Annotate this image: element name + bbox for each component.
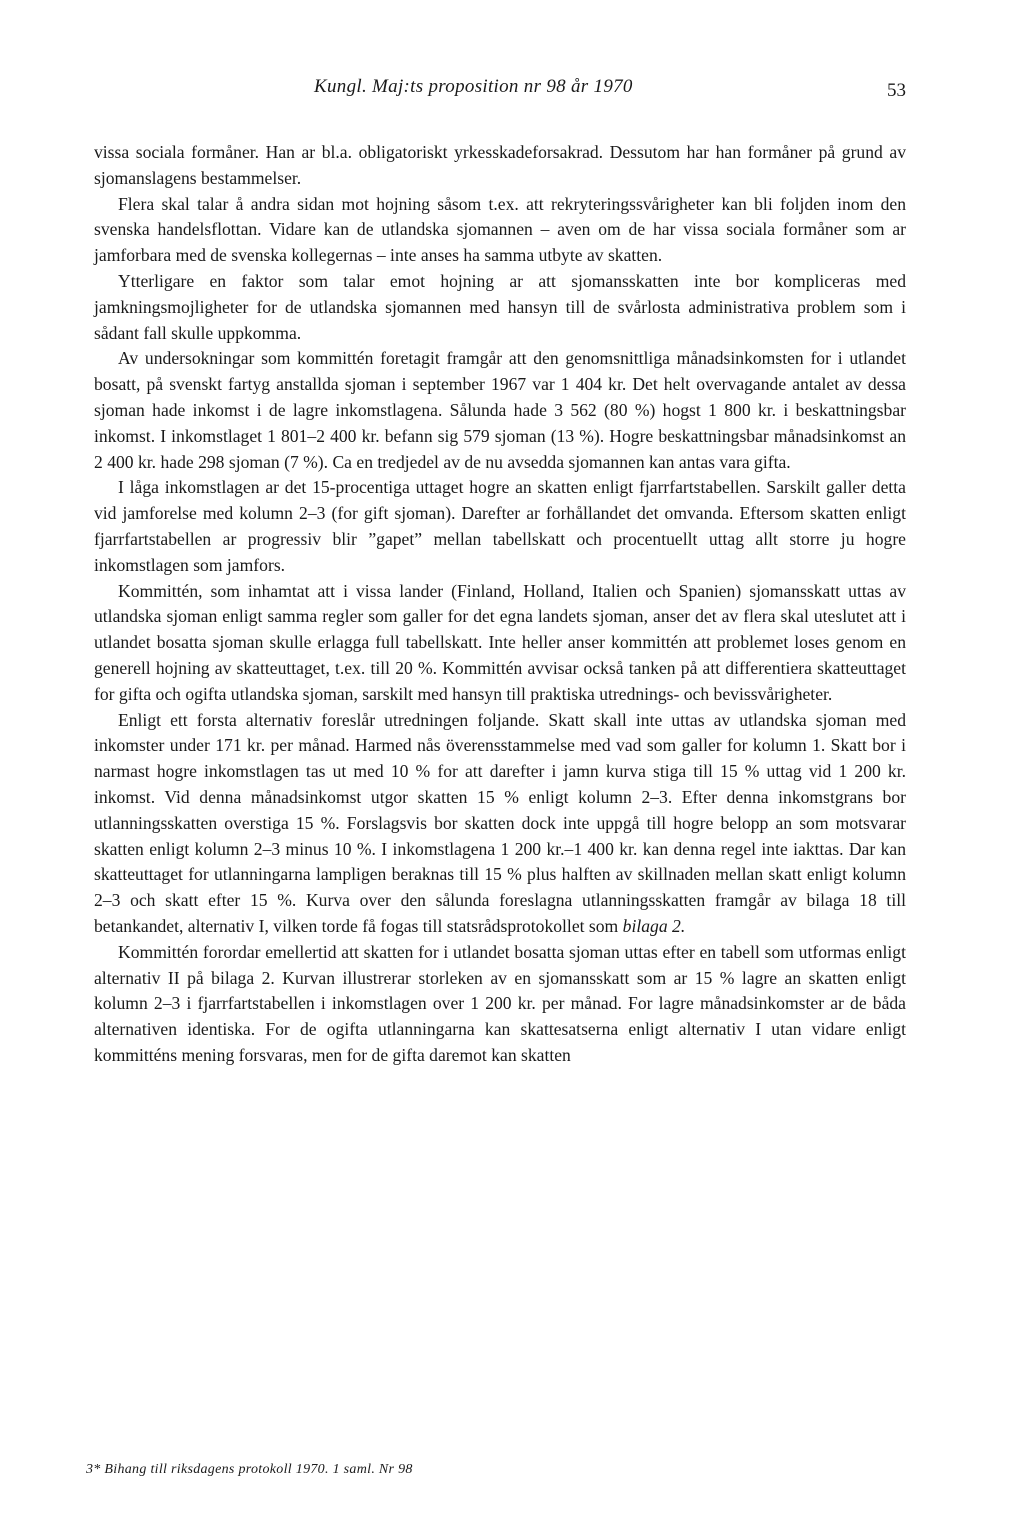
page-number: 53 [887,80,906,101]
paragraph: Av undersokningar som kommittén foretagit framgår att den genomsnittliga månadsinkomsten for i utlandet bosatt, på svenskt fartyg anstallda sjoman i september 1967 var 1 404 kr. Det helt overvagande antalet av dessa sjoman hade inkomst i de lagre inkomstlagena. Sålunda hade 3 562 (80 %) hogst 1 800 kr. i beskattningsbar inkomst. I inkomstlaget 1 801–2 400 kr. befann sig 579 sjoman (13 %). Hogre beskattningsbar månadsinkomst an 2 400 kr. hade 298 sjoman (7 %). Ca en tredjedel av de nu avsedda sjomannen kan antas vara gifta. [94,348,906,472]
paragraph: Kommittén, som inhamtat att i vissa lander (Finland, Holland, Italien och Spanien) sjomansskatt uttas av utlandska sjoman enligt samma regler som galler for det egna landets sjoman, anser det av flera skal uteslutet att i utlandet bosatta sjoman skulle erlagga full tabellskatt. Inte heller anser kommittén att problemet loses genom en generell hojning av skatteuttaget, t.ex. till 20 %. Kommittén avvisar också tanken på att differentiera skatteuttaget for gifta och ogifta utlandska sjoman, sarskilt med hansyn till praktiska utrednings- och bevissvårigheter. [94,580,906,704]
paragraph [94,708,906,940]
paragraph-text: Enligt ett forsta alternativ foreslår utredningen foljande. Skatt skall inte uttas av utlandska sjoman med inkomster under 171 kr. per månad. Harmed nås överensstammelse med vad som galler for kolumn 1. Skatt bor i narmast hogre inkomstlagen tas ut med 10 % for att darefter i jamn kurva stiga till 15 % uttag vid 1 200 kr. inkomst. Vid denna månadsinkomst utgor skatten 15 % enligt kolumn 2–3. Efter denna inkomstgrans bor utlanningsskatten overstiga 15 %. Forslagsvis bor skatten dock inte uppgå till hogre belopp an som motsvarar skatten enligt kolumn 2–3 minus 10 %. I inkomstlagena 1 200 kr.–1 400 kr. kan denna regel inte iakttas. Dar kan skatteuttaget for utlanningarna lampligen beraknas till 15 % plus halften av skillnaden mellan skatt enligt kolumn 2–3 och skatt efter 15 %. Kurva over den sålunda foreslagna utlanningsskatten framgår av bilaga 18 till betankandet, alternativ I, vilken torde få fogas till statsrådsprotokollet som [94,709,906,936]
paragraph: I låga inkomstlagen ar det 15-procentiga uttaget hogre an skatten enligt fjarrfartstabellen. Sarskilt galler detta vid jamforelse med kolumn 2–3 (for gift sjoman). Darefter ar forhållandet det omvanda. Eftersom skatten enligt fjarrfartstabellen ar progressiv blir ”gapet” mellan tabellskatt och procentuellt uttag allt storre ju hogre inkomstlagen som jamfors. [94,477,906,575]
paragraph: vissa sociala formåner. Han ar bl.a. obligatoriskt yrkesskadeforsakrad. Dessutom har han formåner på grund av sjomanslagens bestammelser. [94,142,906,188]
paragraph: Kommittén forordar emellertid att skatten for i utlandet bosatta sjoman uttas efter en tabell som utformas enligt alternativ II på bilaga 2. Kurvan illustrerar storleken av en sjomansskatt som ar 15 % lagre an skatten enligt kolumn 2–3 i fjarrfartstabellen i inkomstlagen over 1 200 kr. per månad. For lagre månadsinkomster ar de båda alternativen identiska. For de ogifta utlanningarna kan skattesatserna enligt alternativ I utan vidare enligt kommitténs mening forsvaras, men for de gifta daremot kan skatten [94,941,906,1065]
appendix-reference: bilaga 2. [622,915,686,936]
paragraph: Flera skal talar å andra sidan mot hojning såsom t.ex. att rekryteringssvårigheter kan bli foljden inom den svenska handelsflottan. Vidare kan de utlandska sjomannen – aven om de har vissa sociala formåner som ar jamforbara med de svenska kollegernas – inte anses ha samma utbyte av skatten. [94,193,906,266]
running-title: Kungl. Maj:ts proposition nr 98 år 1970 [314,76,633,97]
paragraph: Ytterligare en faktor som talar emot hojning ar att sjomansskatten inte bor kompliceras med jamkningsmojligheter for de utlandska sjomannen med hansyn till de svårlosta administrativa problem som i sådant fall skulle uppkomma. [94,270,906,343]
page-header [94,76,906,106]
body-text [94,140,906,1069]
page-footer: 3* Bihang till riksdagens protokoll 1970. 1 saml. Nr 98 [86,1462,413,1477]
